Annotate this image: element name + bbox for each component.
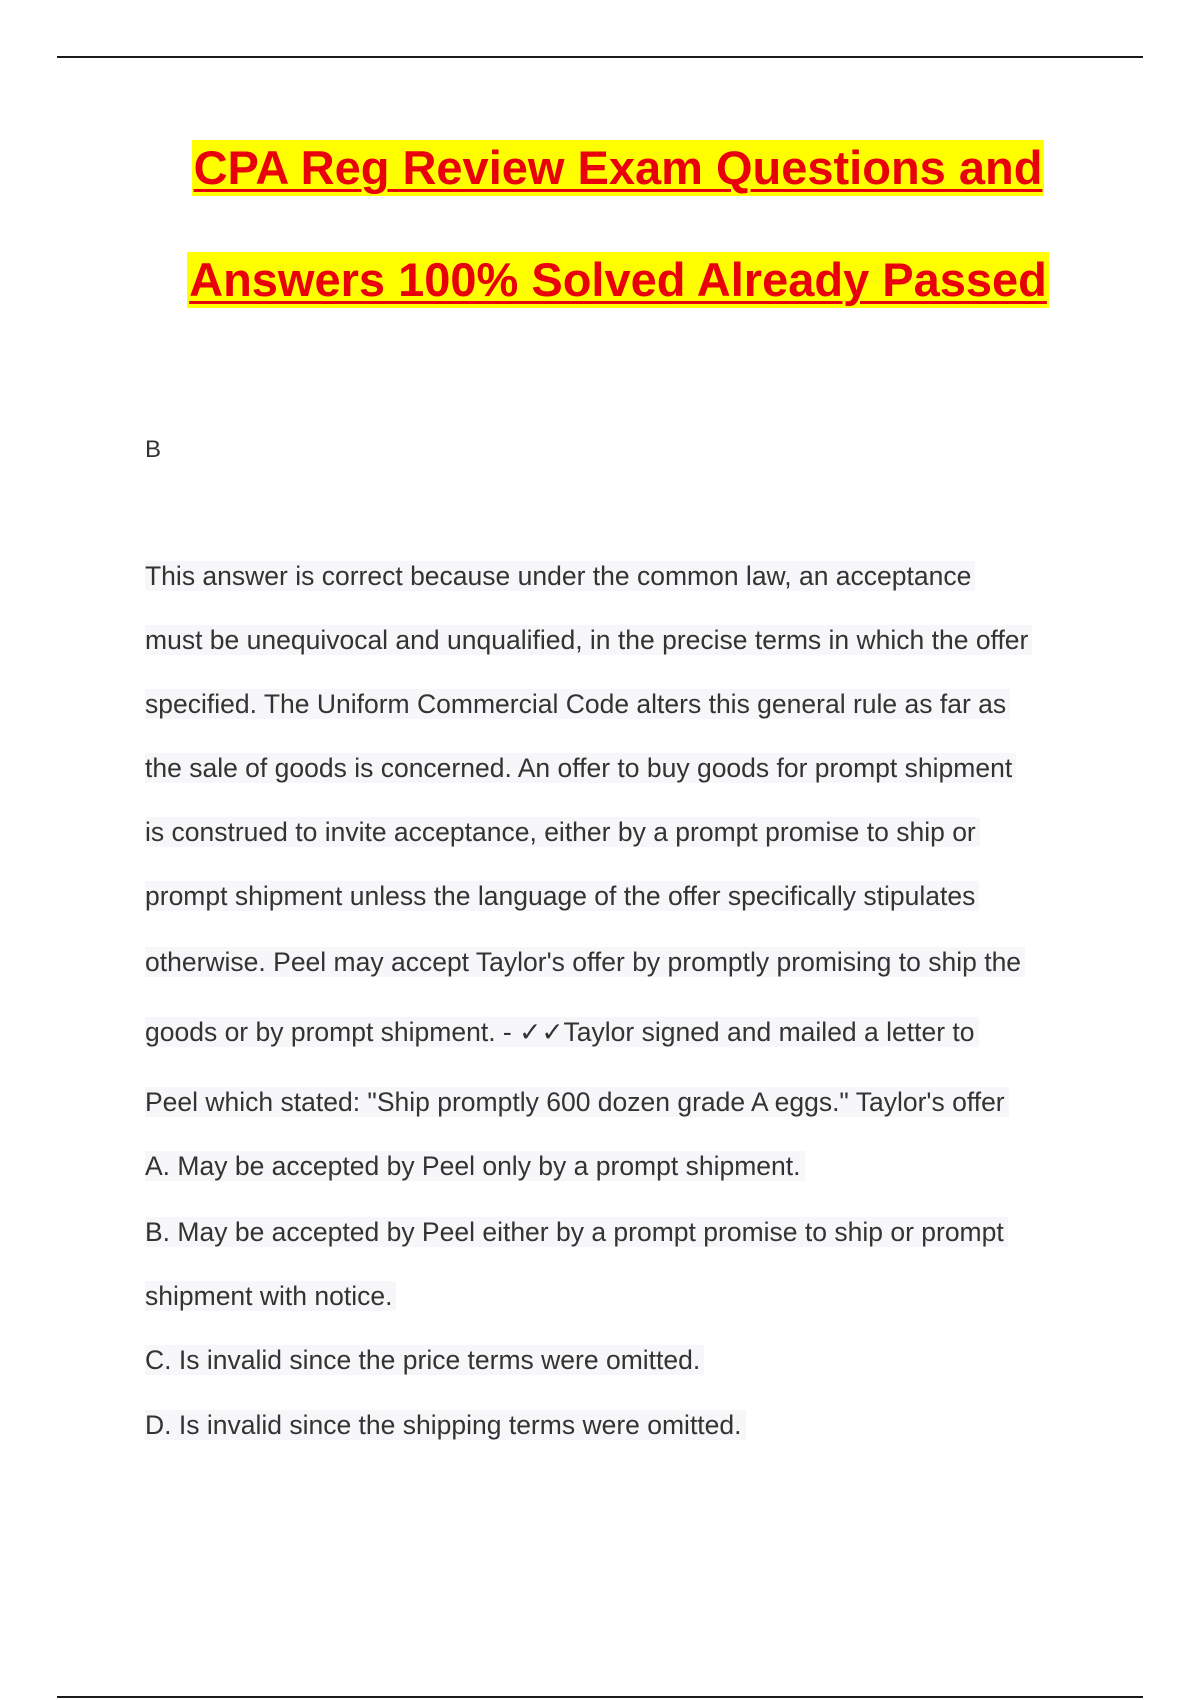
text-line: prompt shipment unless the language of the offer specifically stipulates (145, 880, 1105, 912)
text-line: goods or by prompt shipment. - ✓✓Taylor signed and mailed a letter to (145, 1016, 1105, 1048)
option-c: C. Is invalid since the price terms were omitted. (145, 1344, 1105, 1376)
title-line-2: Answers 100% Solved Already Passed (189, 253, 1047, 306)
text-line: the sale of goods is concerned. An offer to buy goods for prompt shipment (145, 752, 1105, 784)
option-a: A. May be accepted by Peel only by a prompt shipment. (145, 1150, 1105, 1182)
text-line: otherwise. Peel may accept Taylor's offer by promptly promising to ship the (145, 946, 1105, 978)
title-line-1: CPA Reg Review Exam Questions and (193, 141, 1043, 194)
text-line: This answer is correct because under the common law, an acceptance (145, 560, 1105, 592)
option-d: D. Is invalid since the shipping terms were omitted. (145, 1409, 1105, 1441)
bottom-rule (57, 1696, 1143, 1698)
answer-explanation (145, 560, 1105, 1441)
text-line: specified. The Uniform Commercial Code alters this general rule as far as (145, 688, 1105, 720)
option-b-continued: shipment with notice. (145, 1280, 1105, 1312)
option-b: B. May be accepted by Peel either by a prompt promise to ship or prompt (145, 1216, 1105, 1248)
top-rule (57, 56, 1143, 58)
question-text: Peel which stated: "Ship promptly 600 dozen grade A eggs." Taylor's offer (145, 1086, 1105, 1118)
document-title (0, 140, 1200, 308)
text-line: must be unequivocal and unqualified, in the precise terms in which the offer (145, 624, 1105, 656)
answer-letter: B (145, 436, 162, 463)
text-line: is construed to invite acceptance, either by a prompt promise to ship or (145, 816, 1105, 848)
